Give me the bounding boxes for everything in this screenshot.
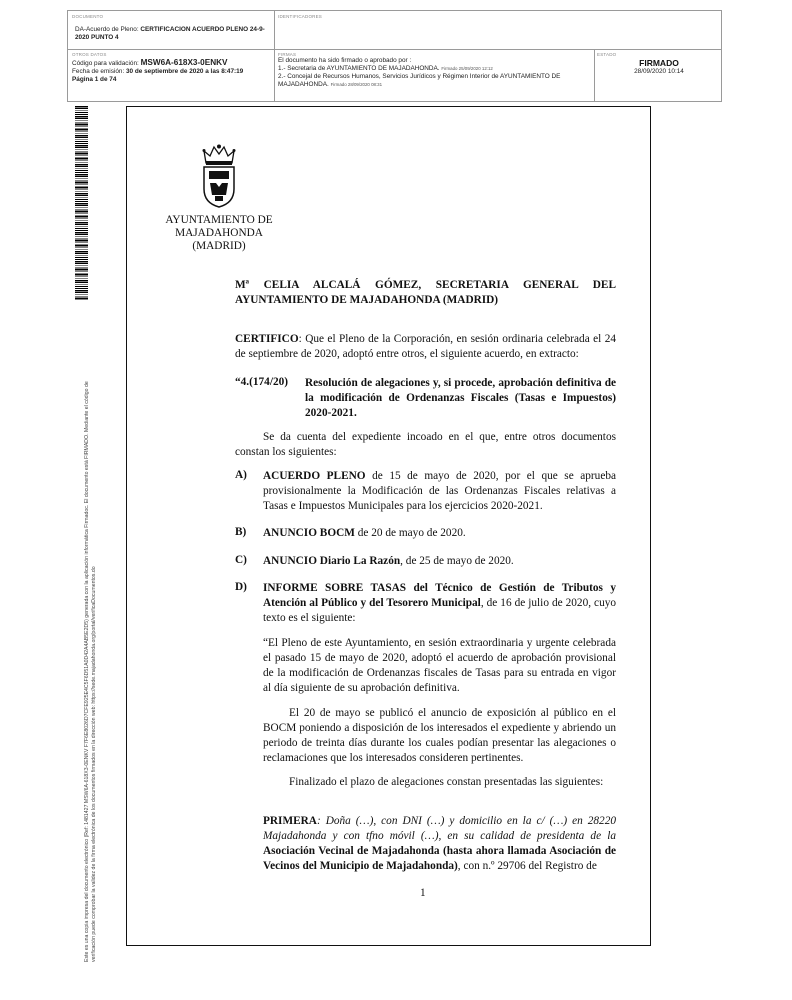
otros-datos-label: OTROS DATOS	[72, 52, 107, 57]
documento-label: DOCUMENTO	[72, 14, 104, 19]
identificadores-label: IDENTIFICADORES	[278, 14, 323, 19]
quote-paragraph-2: El 20 de mayo se publicó el anuncio de exposición al público en el BOCM poniendo a disposición de los interesados el expediente y abriendo un periodo de treinta días durante los cuales podían presentar las alegaciones o reclamaciones que los interesados consideren pertinentes.	[263, 707, 616, 765]
documento-cell	[72, 14, 272, 42]
firmas-label: FIRMAS	[278, 52, 297, 57]
item-c-label: C)	[235, 554, 247, 566]
estado-cell	[597, 52, 721, 76]
item-d-text: INFORME SOBRE TASAS del Técnico de Gestión de Tributos y Atención al Público y del Tesorero Municipal, de 16 de julio de 2020, cuyo texto es el siguiente:	[263, 582, 617, 625]
documento-title: DA-Acuerdo de Pleno: CERTIFICACION ACUERDO PLENO 24-9-2020 PUNTO 4	[75, 26, 265, 41]
primera-paragraph: PRIMERA: Doña (…), con DNI (…) y domicilio en la c/ (…) en 28220 Majadahonda y con tfno móvil (…), en su calidad de presidenta de la Asociación Vecinal de Majadahonda (hasta ahora llamada Asociación de Vecinos del Municipio de Majadahonda), con n.º 29706 del Registro de	[263, 815, 616, 873]
item-c-text: ANUNCIO Diario La Razón, de 25 de mayo de 2020.	[263, 555, 514, 567]
item-a-label: A)	[235, 469, 247, 481]
item-d-label: D)	[235, 581, 247, 593]
item-a-text: ACUERDO PLENO de 15 de mayo de 2020, por el que se aprueba provisionalmente la Modificación de las Ordenanzas Fiscales relativas a Tasas e Impuestos Municipales para los ejercicios 2020-2021.	[263, 470, 616, 513]
side-verification-text-1: Este es una copia impresa del documento electrónico (Ref: 1481427 MSW6A-618X3-0ENKV F7F6E8026D7CFE925E4C5F6D51A0D42A4AB5E2D5) generada con la aplicación informática Firmadoc. El documento está FIRMADO. Mediante el código de	[84, 381, 90, 962]
quote-paragraph-3: Finalizado el plazo de alegaciones constan presentadas las siguientes:	[289, 776, 604, 788]
agenda-item-number: “4.(174/20)	[235, 376, 289, 388]
municipality-name: AYUNTAMIENTO DE MAJADAHONDA (MADRID)	[165, 214, 273, 253]
document-header	[67, 10, 722, 102]
side-verification-text-2: verificación puede comprobar la validez de la firma electrónica de los documentos firmados en la dirección web: https://sede.majadahonda.org/portal/verificaDocumentos.do	[91, 566, 97, 962]
firma-2: 2.- Concejal de Recursos Humanos, Servicios Jurídicos y Régimen Interior de AYUNTAMIENTO DE MAJADAHONDA. Firmado 28/09/2020 08:31	[278, 73, 561, 88]
municipal-crest-icon	[200, 143, 238, 209]
intro-paragraph: Se da cuenta del expediente incoado en el que, entre otros documentos constan los siguientes:	[235, 431, 616, 459]
firmas-intro: El documento ha sido firmado o aprobado por :	[278, 57, 412, 64]
certificate-heading: Mª CELIA ALCALÁ GÓMEZ, SECRETARIA GENERAL DEL AYUNTAMIENTO DE MAJADAHONDA (MADRID)	[235, 279, 616, 307]
barcode-icon	[75, 106, 88, 300]
identificadores-cell	[278, 14, 322, 19]
otros-datos-cell	[72, 52, 272, 84]
quote-paragraph-1: “El Pleno de este Ayuntamiento, en sesión extraordinaria y urgente celebrada el pasado 15 de mayo de 2020, adoptó el acuerdo de aprobación provisional de la modificación de Ordenanzas fiscales de Tasas para su entrada en vigor al día siguiente de su aprobación definitiva.	[263, 637, 616, 695]
certifico-paragraph: CERTIFICO: Que el Pleno de la Corporación, en sesión ordinaria celebrada el 24 de septiembre de 2020, adoptó entre otros, el siguiente acuerdo, en extracto:	[235, 333, 616, 361]
estado-value: FIRMADO	[639, 58, 679, 68]
estado-label: ESTADO	[597, 52, 617, 57]
agenda-item-title: Resolución de alegaciones y, si procede, aprobación definitiva de la modificación de Ordenanzas Fiscales (Tasas e Impuestos) 2020-2021.	[305, 377, 616, 420]
firmas-cell	[278, 52, 594, 89]
codigo-validacion: Código para validación: MSW6A-618X3-0ENKV	[72, 58, 228, 67]
page-number: 1	[420, 887, 426, 899]
item-b-label: B)	[235, 526, 247, 538]
estado-date: 28/09/2020 10:14	[634, 68, 684, 75]
fecha-emision: Fecha de emisión: 30 de septiembre de 2020 a las 8:47:19	[72, 68, 244, 75]
pagina-info: Página 1 de 74	[72, 76, 117, 83]
item-b-text: ANUNCIO BOCM de 20 de mayo de 2020.	[263, 527, 466, 539]
firma-1: 1.- Secretaria de AYUNTAMIENTO DE MAJADAHONDA. Firmado 25/09/2020 12:12	[278, 65, 493, 72]
